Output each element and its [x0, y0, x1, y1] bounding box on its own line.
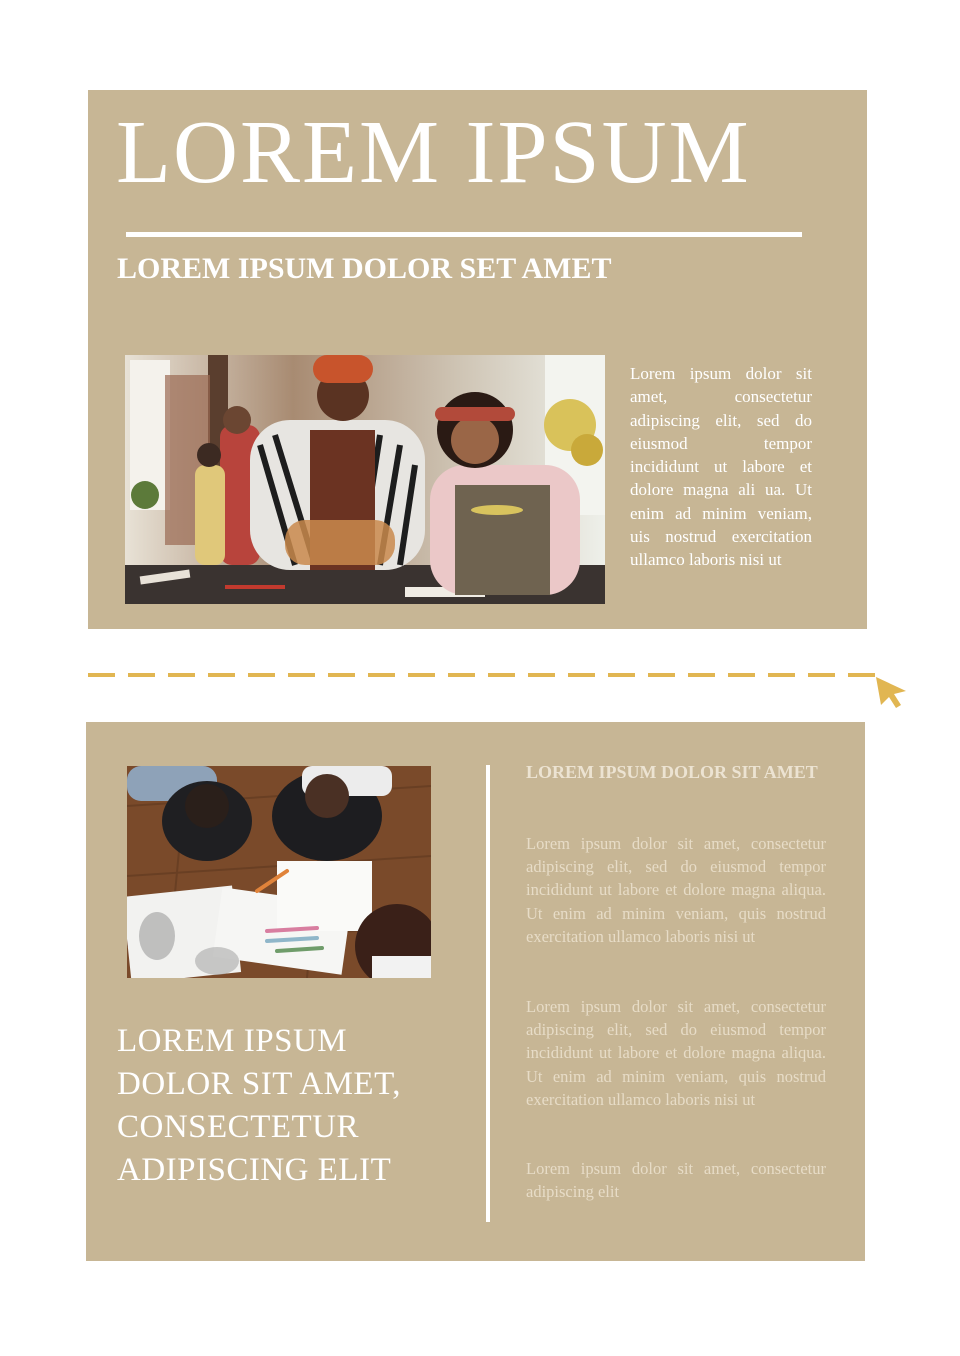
- dashed-divider: [88, 673, 878, 677]
- column-paragraph-2: Lorem ipsum dolor sit amet, consectetur adipiscing elit, sed do eiusmod tempor incididunt ut labore et dolore magna aliqua. Ut enim ad minim veniam, quis nostrud exercitation ullamco laboris nisi ut: [526, 997, 826, 1109]
- crafting-photo: [125, 355, 605, 604]
- page-subtitle: LOREM IPSUM DOLOR SET AMET: [117, 252, 612, 285]
- drawing-photo: [127, 766, 431, 978]
- column-divider: [486, 765, 490, 1222]
- cursor-arrow-icon: [874, 675, 910, 711]
- title-divider: [126, 232, 802, 237]
- column-paragraph-1: Lorem ipsum dolor sit amet, consectetur adipiscing elit, sed do eiusmod tempor incididunt ut labore et dolore magna aliqua. Ut enim ad minim veniam, quis nostrud exercitation ullamco laboris nisi ut: [526, 834, 826, 946]
- column-paragraph-3: Lorem ipsum dolor sit amet, consectetur adipiscing elit: [526, 1159, 826, 1202]
- column-heading: LOREM IPSUM DOLOR SIT AMET: [526, 762, 818, 782]
- bottom-heading: LOREM IPSUM DOLOR SIT AMET, CONSECTETUR ADIPISCING ELIT: [117, 1023, 402, 1188]
- page-title: LOREM IPSUM: [116, 103, 751, 202]
- top-paragraph: Lorem ipsum dolor sit amet, consectetur adipiscing elit, sed do eiusmod tempor incididunt ut labore et dolore magna ali ua. Ut enim ad minim veniam, uis nostrud exercitation ullamco laboris nisi ut: [630, 364, 812, 570]
